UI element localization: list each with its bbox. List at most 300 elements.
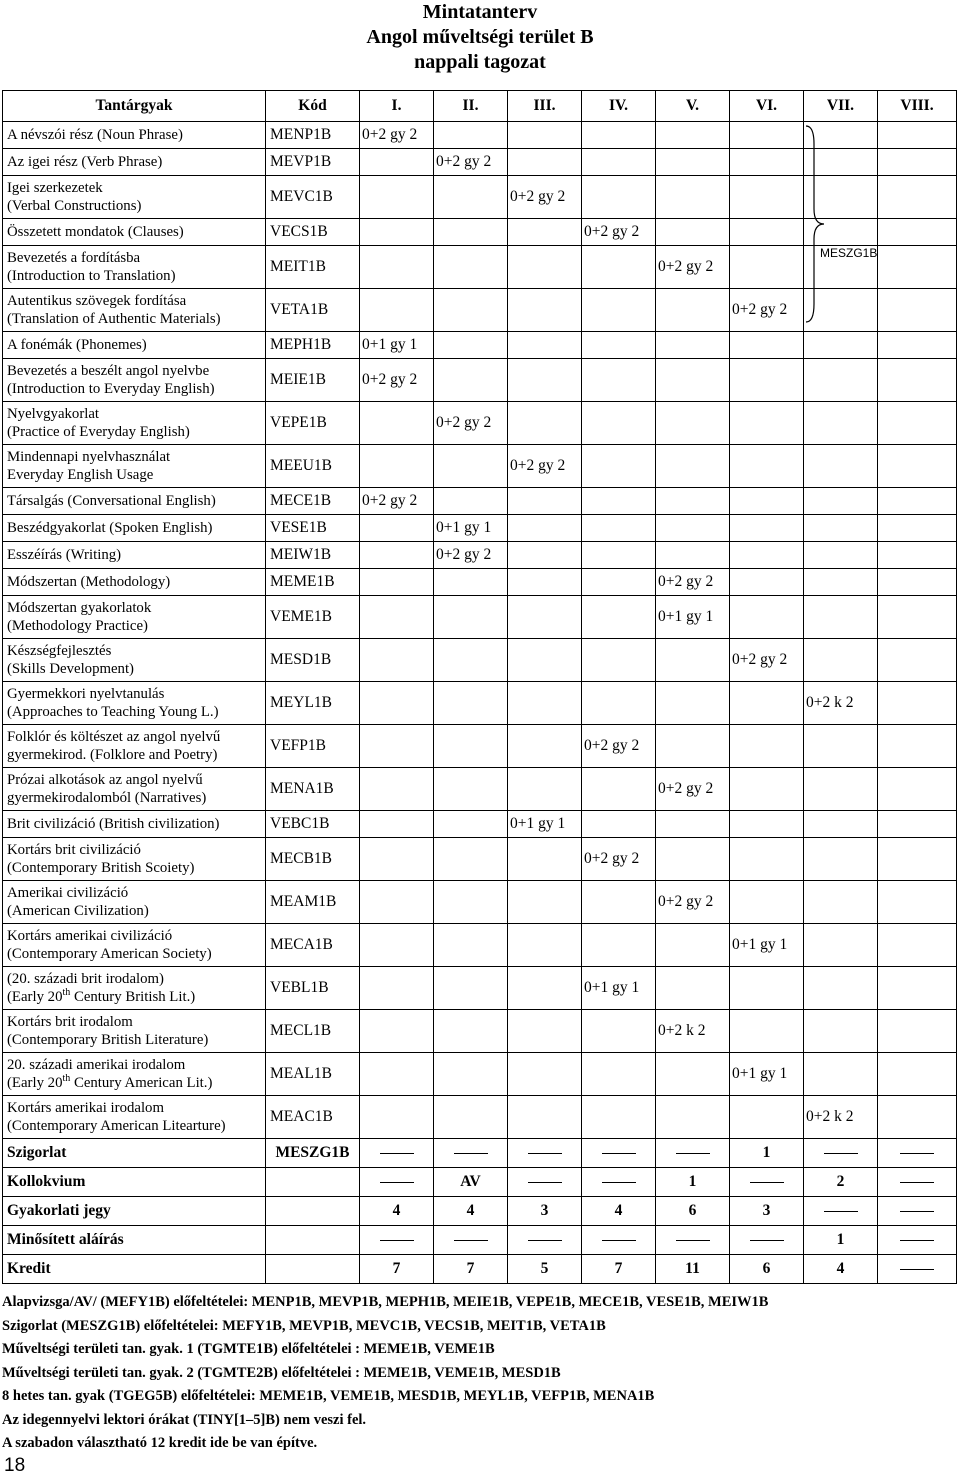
semester-6-cell [730, 569, 804, 596]
subject-code: MEIW1B [266, 542, 360, 569]
subject-name-line: Kortárs amerikai irodalom [7, 1100, 164, 1116]
note-line: Szigorlat (MESZG1B) előfeltételei: MEFY1B, MEVP1B, MEVC1B, VECS1B, MEIT1B, VETA1B [2, 1317, 606, 1334]
semester-1-cell [360, 246, 434, 289]
semester-1-cell [360, 219, 434, 246]
subject-name [3, 1010, 266, 1053]
semester-6-cell [730, 811, 804, 838]
semester-7-cell [804, 402, 878, 445]
subject-code: MEVC1B [266, 176, 360, 219]
semester-3-cell [508, 682, 582, 725]
semester-2-cell [434, 725, 508, 768]
subject-name [3, 402, 266, 445]
brace-icon [804, 124, 830, 324]
semester-7-cell [804, 488, 878, 515]
semester-4-cell [582, 1096, 656, 1139]
semester-7-cell [804, 569, 878, 596]
semester-8-cell [878, 596, 957, 639]
subject-code: MENP1B [266, 122, 360, 149]
subject-name-line: Módszertan (Methodology) [7, 574, 171, 590]
summary-value [508, 1226, 582, 1255]
semester-2-cell [434, 881, 508, 924]
semester-2-cell [434, 682, 508, 725]
summary-value [878, 1226, 957, 1255]
semester-5-cell [656, 639, 730, 682]
summary-value [656, 1226, 730, 1255]
semester-2-cell [434, 1053, 508, 1096]
semester-4-cell: 0+1 gy 1 [582, 967, 656, 1010]
semester-5-cell [656, 149, 730, 176]
semester-3-cell [508, 332, 582, 359]
subject-code: MEIT1B [266, 246, 360, 289]
dash-mark [900, 1211, 934, 1212]
summary-row [3, 1255, 957, 1284]
summary-value: 5 [508, 1255, 582, 1284]
subject-name [3, 445, 266, 488]
subject-name-line: (Methodology Practice) [7, 618, 148, 634]
subject-code: MECL1B [266, 1010, 360, 1053]
semester-7-cell [804, 768, 878, 811]
subject-name-line: (Contemporary British Scoiety) [7, 860, 195, 876]
semester-2-cell [434, 445, 508, 488]
semester-6-cell [730, 967, 804, 1010]
semester-4-cell [582, 1053, 656, 1096]
semester-6-cell [730, 596, 804, 639]
summary-row [3, 1226, 957, 1255]
subject-name-line: (Introduction to Everyday English) [7, 381, 215, 397]
semester-1-cell [360, 445, 434, 488]
semester-4-cell [582, 1010, 656, 1053]
subject-name [3, 359, 266, 402]
dash-mark [528, 1153, 562, 1154]
summary-value [878, 1255, 957, 1284]
note-line: Az idegennyelvi lektori órákat (TINY[1–5]B) nem veszi fel. [2, 1411, 367, 1428]
subject-name-line: Módszertan gyakorlatok [7, 600, 152, 616]
note-line: Műveltségi területi tan. gyak. 1 (TGMTE1B) előfeltételei : MEME1B, VEME1B [2, 1341, 495, 1357]
semester-2-cell: 0+2 gy 2 [434, 149, 508, 176]
subject-name [3, 289, 266, 332]
semester-1-cell [360, 149, 434, 176]
table-row [3, 332, 957, 359]
dash-mark [528, 1240, 562, 1241]
semester-2-cell [434, 176, 508, 219]
semester-8-cell [878, 682, 957, 725]
semester-4-cell [582, 445, 656, 488]
dash-mark [602, 1182, 636, 1183]
semester-1-cell [360, 289, 434, 332]
table-header-row [3, 91, 957, 122]
summary-value [878, 1168, 957, 1197]
semester-6-cell [730, 445, 804, 488]
subject-name [3, 881, 266, 924]
header-semester-8: VIII. [878, 91, 957, 122]
subject-name [3, 811, 266, 838]
semester-6-cell [730, 219, 804, 246]
semester-5-cell [656, 332, 730, 359]
semester-6-cell [730, 1010, 804, 1053]
semester-5-cell: 0+2 gy 2 [656, 569, 730, 596]
semester-3-cell [508, 1010, 582, 1053]
semester-2-cell [434, 1010, 508, 1053]
summary-value [582, 1168, 656, 1197]
subject-name [3, 149, 266, 176]
subject-name [3, 768, 266, 811]
semester-2-cell [434, 289, 508, 332]
summary-value [508, 1139, 582, 1168]
summary-value [508, 1168, 582, 1197]
table-row [3, 569, 957, 596]
semester-8-cell [878, 332, 957, 359]
table-row [3, 924, 957, 967]
semester-5-cell [656, 1053, 730, 1096]
semester-2-cell: 0+2 gy 2 [434, 402, 508, 445]
semester-2-cell [434, 488, 508, 515]
semester-3-cell [508, 122, 582, 149]
summary-value [804, 1197, 878, 1226]
semester-6-cell [730, 122, 804, 149]
semester-5-cell: 0+2 gy 2 [656, 246, 730, 289]
table-row [3, 445, 957, 488]
note-line: Alapvizsga/AV/ (MEFY1B) előfeltételei: MENP1B, MEVP1B, MEPH1B, MEIE1B, VEPE1B, MECE1B, VESE1B, MEIW1B [2, 1294, 769, 1310]
semester-6-cell: 0+2 gy 2 [730, 639, 804, 682]
subject-name-line: Kortárs amerikai civilizáció [7, 928, 173, 944]
semester-2-cell [434, 122, 508, 149]
subject-name-line: Igei szerkezetek [7, 180, 103, 196]
table-row [3, 1096, 957, 1139]
semester-8-cell [878, 149, 957, 176]
header-semester-1: I. [360, 91, 434, 122]
subject-name-line: (Contemporary American Litearture) [7, 1118, 226, 1134]
summary-code [266, 1226, 360, 1255]
subject-code: MECE1B [266, 488, 360, 515]
semester-8-cell [878, 1096, 957, 1139]
semester-5-cell [656, 289, 730, 332]
semester-4-cell [582, 402, 656, 445]
semester-5-cell [656, 445, 730, 488]
summary-value [434, 1226, 508, 1255]
dash-mark [750, 1182, 784, 1183]
semester-4-cell [582, 639, 656, 682]
semester-4-cell [582, 289, 656, 332]
semester-8-cell [878, 569, 957, 596]
table-row [3, 768, 957, 811]
subject-name-line: (Introduction to Translation) [7, 268, 176, 284]
subject-name [3, 725, 266, 768]
semester-6-cell: 0+1 gy 1 [730, 1053, 804, 1096]
table-row [3, 881, 957, 924]
semester-4-cell [582, 569, 656, 596]
semester-4-cell [582, 122, 656, 149]
subject-code: MEAL1B [266, 1053, 360, 1096]
semester-1-cell [360, 725, 434, 768]
semester-7-cell [804, 596, 878, 639]
semester-1-cell [360, 881, 434, 924]
semester-7-cell [804, 811, 878, 838]
semester-7-cell [804, 924, 878, 967]
subject-name [3, 542, 266, 569]
semester-4-cell [582, 924, 656, 967]
semester-8-cell [878, 725, 957, 768]
table-row [3, 838, 957, 881]
semester-6-cell [730, 515, 804, 542]
semester-2-cell [434, 596, 508, 639]
semester-1-cell [360, 402, 434, 445]
semester-3-cell [508, 488, 582, 515]
subject-name [3, 1053, 266, 1096]
semester-3-cell [508, 924, 582, 967]
semester-1-cell [360, 924, 434, 967]
note-line: Műveltségi területi tan. gyak. 2 (TGMTE2B) előfeltételei : MEME1B, VEME1B, MESD1B [2, 1364, 561, 1381]
semester-8-cell [878, 639, 957, 682]
semester-5-cell [656, 1096, 730, 1139]
semester-6-cell [730, 402, 804, 445]
table-row [3, 967, 957, 1010]
subject-name-line: Amerikai civilizáció [7, 885, 129, 901]
dash-mark [824, 1153, 858, 1154]
table-row [3, 596, 957, 639]
subject-code: VEPE1B [266, 402, 360, 445]
semester-4-cell: 0+2 gy 2 [582, 838, 656, 881]
semester-1-cell [360, 515, 434, 542]
semester-5-cell [656, 402, 730, 445]
semester-3-cell [508, 967, 582, 1010]
subject-name-line: (Practice of Everyday English) [7, 424, 190, 440]
semester-2-cell [434, 838, 508, 881]
semester-2-cell: 0+2 gy 2 [434, 542, 508, 569]
semester-3-cell [508, 1096, 582, 1139]
dash-mark [380, 1240, 414, 1241]
prerequisite-notes [2, 1291, 952, 1456]
semester-2-cell [434, 967, 508, 1010]
semester-1-cell [360, 1053, 434, 1096]
semester-1-cell [360, 639, 434, 682]
semester-3-cell [508, 569, 582, 596]
summary-value: 4 [434, 1197, 508, 1226]
semester-7-cell [804, 838, 878, 881]
semester-8-cell [878, 811, 957, 838]
semester-6-cell [730, 542, 804, 569]
table-row [3, 811, 957, 838]
subject-code: VEBC1B [266, 811, 360, 838]
subject-name-line: (Approaches to Teaching Young L.) [7, 704, 219, 720]
summary-value [878, 1139, 957, 1168]
summary-value: 3 [508, 1197, 582, 1226]
subject-code: MEAC1B [266, 1096, 360, 1139]
subject-name [3, 219, 266, 246]
semester-7-cell [804, 967, 878, 1010]
semester-7-cell [804, 332, 878, 359]
semester-4-cell [582, 488, 656, 515]
semester-8-cell [878, 359, 957, 402]
subject-name-line: (20. századi brit irodalom) [7, 971, 164, 987]
summary-value: 1 [730, 1139, 804, 1168]
semester-3-cell [508, 768, 582, 811]
title-line-1: Mintatanterv [422, 1, 538, 23]
semester-5-cell [656, 488, 730, 515]
semester-7-cell [804, 359, 878, 402]
semester-5-cell [656, 924, 730, 967]
semester-6-cell: 0+2 gy 2 [730, 289, 804, 332]
semester-1-cell [360, 811, 434, 838]
semester-5-cell [656, 359, 730, 402]
subject-name-line: Beszédgyakorlat (Spoken English) [7, 520, 213, 536]
summary-value: 1 [656, 1168, 730, 1197]
subject-name [3, 924, 266, 967]
semester-3-cell [508, 149, 582, 176]
semester-4-cell [582, 682, 656, 725]
subject-name [3, 682, 266, 725]
summary-value: 2 [804, 1168, 878, 1197]
table-row [3, 1053, 957, 1096]
subject-name [3, 488, 266, 515]
subject-name-line: Bevezetés a fordításba [7, 250, 141, 266]
semester-5-cell [656, 811, 730, 838]
semester-2-cell [434, 1096, 508, 1139]
semester-8-cell [878, 1010, 957, 1053]
semester-7-cell [804, 542, 878, 569]
semester-4-cell: 0+2 gy 2 [582, 219, 656, 246]
page-number: 18 [4, 1455, 26, 1476]
semester-7-cell [804, 515, 878, 542]
subject-code: MEVP1B [266, 149, 360, 176]
semester-3-cell [508, 246, 582, 289]
note-line: A szabadon választható 12 kredit ide be van építve. [2, 1435, 318, 1451]
subject-name [3, 596, 266, 639]
semester-4-cell [582, 881, 656, 924]
summary-value [360, 1168, 434, 1197]
subject-name [3, 838, 266, 881]
header-semester-2: II. [434, 91, 508, 122]
subject-name [3, 122, 266, 149]
subject-name-line: (Early 20th Century British Lit.) [7, 987, 196, 1005]
dash-mark [602, 1240, 636, 1241]
subject-name [3, 332, 266, 359]
semester-8-cell [878, 515, 957, 542]
summary-label: Kollokvium [3, 1168, 266, 1197]
table-row [3, 402, 957, 445]
subject-name-line: Kortárs brit civilizáció [7, 842, 141, 858]
summary-label: Gyakorlati jegy [3, 1197, 266, 1226]
semester-6-cell [730, 176, 804, 219]
page-title [0, 0, 960, 75]
summary-value: 4 [582, 1197, 656, 1226]
semester-3-cell: 0+2 gy 2 [508, 176, 582, 219]
semester-7-cell [804, 1053, 878, 1096]
semester-5-cell [656, 542, 730, 569]
semester-6-cell [730, 682, 804, 725]
semester-8-cell [878, 219, 957, 246]
semester-1-cell [360, 768, 434, 811]
semester-3-cell [508, 838, 582, 881]
dash-mark [750, 1240, 784, 1241]
semester-1-cell [360, 967, 434, 1010]
subject-name-line: A fonémák (Phonemes) [7, 337, 147, 353]
brace-label: MESZG1B [820, 246, 878, 260]
summary-label: Minősített aláírás [3, 1226, 266, 1255]
semester-1-cell: 0+2 gy 2 [360, 488, 434, 515]
semester-8-cell [878, 768, 957, 811]
title-line-2: Angol műveltségi terület B [366, 26, 594, 48]
subject-name-line: gyermekirodalomból (Narratives) [7, 790, 207, 806]
dash-mark [528, 1182, 562, 1183]
semester-3-cell [508, 1053, 582, 1096]
subject-name-line: A névszói rész (Noun Phrase) [7, 127, 183, 143]
semester-2-cell [434, 768, 508, 811]
semester-4-cell [582, 332, 656, 359]
table-row [3, 515, 957, 542]
table-row [3, 488, 957, 515]
semester-1-cell [360, 682, 434, 725]
semester-5-cell [656, 176, 730, 219]
subject-name-line: Folklór és költészet az angol nyelvű [7, 729, 221, 745]
table-row [3, 359, 957, 402]
semester-5-cell [656, 515, 730, 542]
dash-mark [900, 1153, 934, 1154]
semester-1-cell [360, 596, 434, 639]
subject-code: MENA1B [266, 768, 360, 811]
subject-name-line: gyermekirod. (Folklore and Poetry) [7, 747, 218, 763]
subject-code: MEIE1B [266, 359, 360, 402]
subject-code: MEAM1B [266, 881, 360, 924]
subject-code: VECS1B [266, 219, 360, 246]
subject-name-line: Társalgás (Conversational English) [7, 493, 216, 509]
semester-2-cell [434, 924, 508, 967]
summary-value [730, 1168, 804, 1197]
subject-name-line: Összetett mondatok (Clauses) [7, 224, 184, 240]
header-semester-7: VII. [804, 91, 878, 122]
semester-7-cell [804, 725, 878, 768]
semester-8-cell [878, 542, 957, 569]
summary-value [878, 1197, 957, 1226]
summary-value: 6 [656, 1197, 730, 1226]
semester-2-cell [434, 639, 508, 682]
semester-7-cell [804, 1010, 878, 1053]
subject-name [3, 639, 266, 682]
subject-name-line: (Skills Development) [7, 661, 134, 677]
subject-name-line: Gyermekkori nyelvtanulás [7, 686, 165, 702]
subject-name [3, 569, 266, 596]
table-row [3, 1010, 957, 1053]
subject-name-line: (Verbal Constructions) [7, 198, 142, 214]
summary-label: Szigorlat [3, 1139, 266, 1168]
semester-3-cell [508, 359, 582, 402]
subject-code: MESD1B [266, 639, 360, 682]
semester-3-cell [508, 639, 582, 682]
semester-8-cell [878, 445, 957, 488]
semester-2-cell [434, 246, 508, 289]
subject-name-line: Mindennapi nyelvhasználat [7, 449, 171, 465]
semester-1-cell: 0+2 gy 2 [360, 359, 434, 402]
semester-2-cell [434, 811, 508, 838]
semester-8-cell [878, 289, 957, 332]
summary-code [266, 1168, 360, 1197]
summary-value: 7 [582, 1255, 656, 1284]
summary-value [582, 1139, 656, 1168]
semester-8-cell [878, 176, 957, 219]
semester-3-cell: 0+2 gy 2 [508, 445, 582, 488]
subject-name [3, 176, 266, 219]
header-subjects: Tantárgyak [3, 91, 266, 122]
semester-3-cell [508, 219, 582, 246]
semester-7-cell [804, 881, 878, 924]
semester-7-cell: 0+2 k 2 [804, 1096, 878, 1139]
summary-code: MESZG1B [266, 1139, 360, 1168]
semester-3-cell: 0+1 gy 1 [508, 811, 582, 838]
header-code: Kód [266, 91, 360, 122]
summary-row [3, 1139, 957, 1168]
semester-5-cell: 0+2 gy 2 [656, 768, 730, 811]
table-row [3, 725, 957, 768]
subject-name-line: Prózai alkotások az angol nyelvű [7, 772, 203, 788]
